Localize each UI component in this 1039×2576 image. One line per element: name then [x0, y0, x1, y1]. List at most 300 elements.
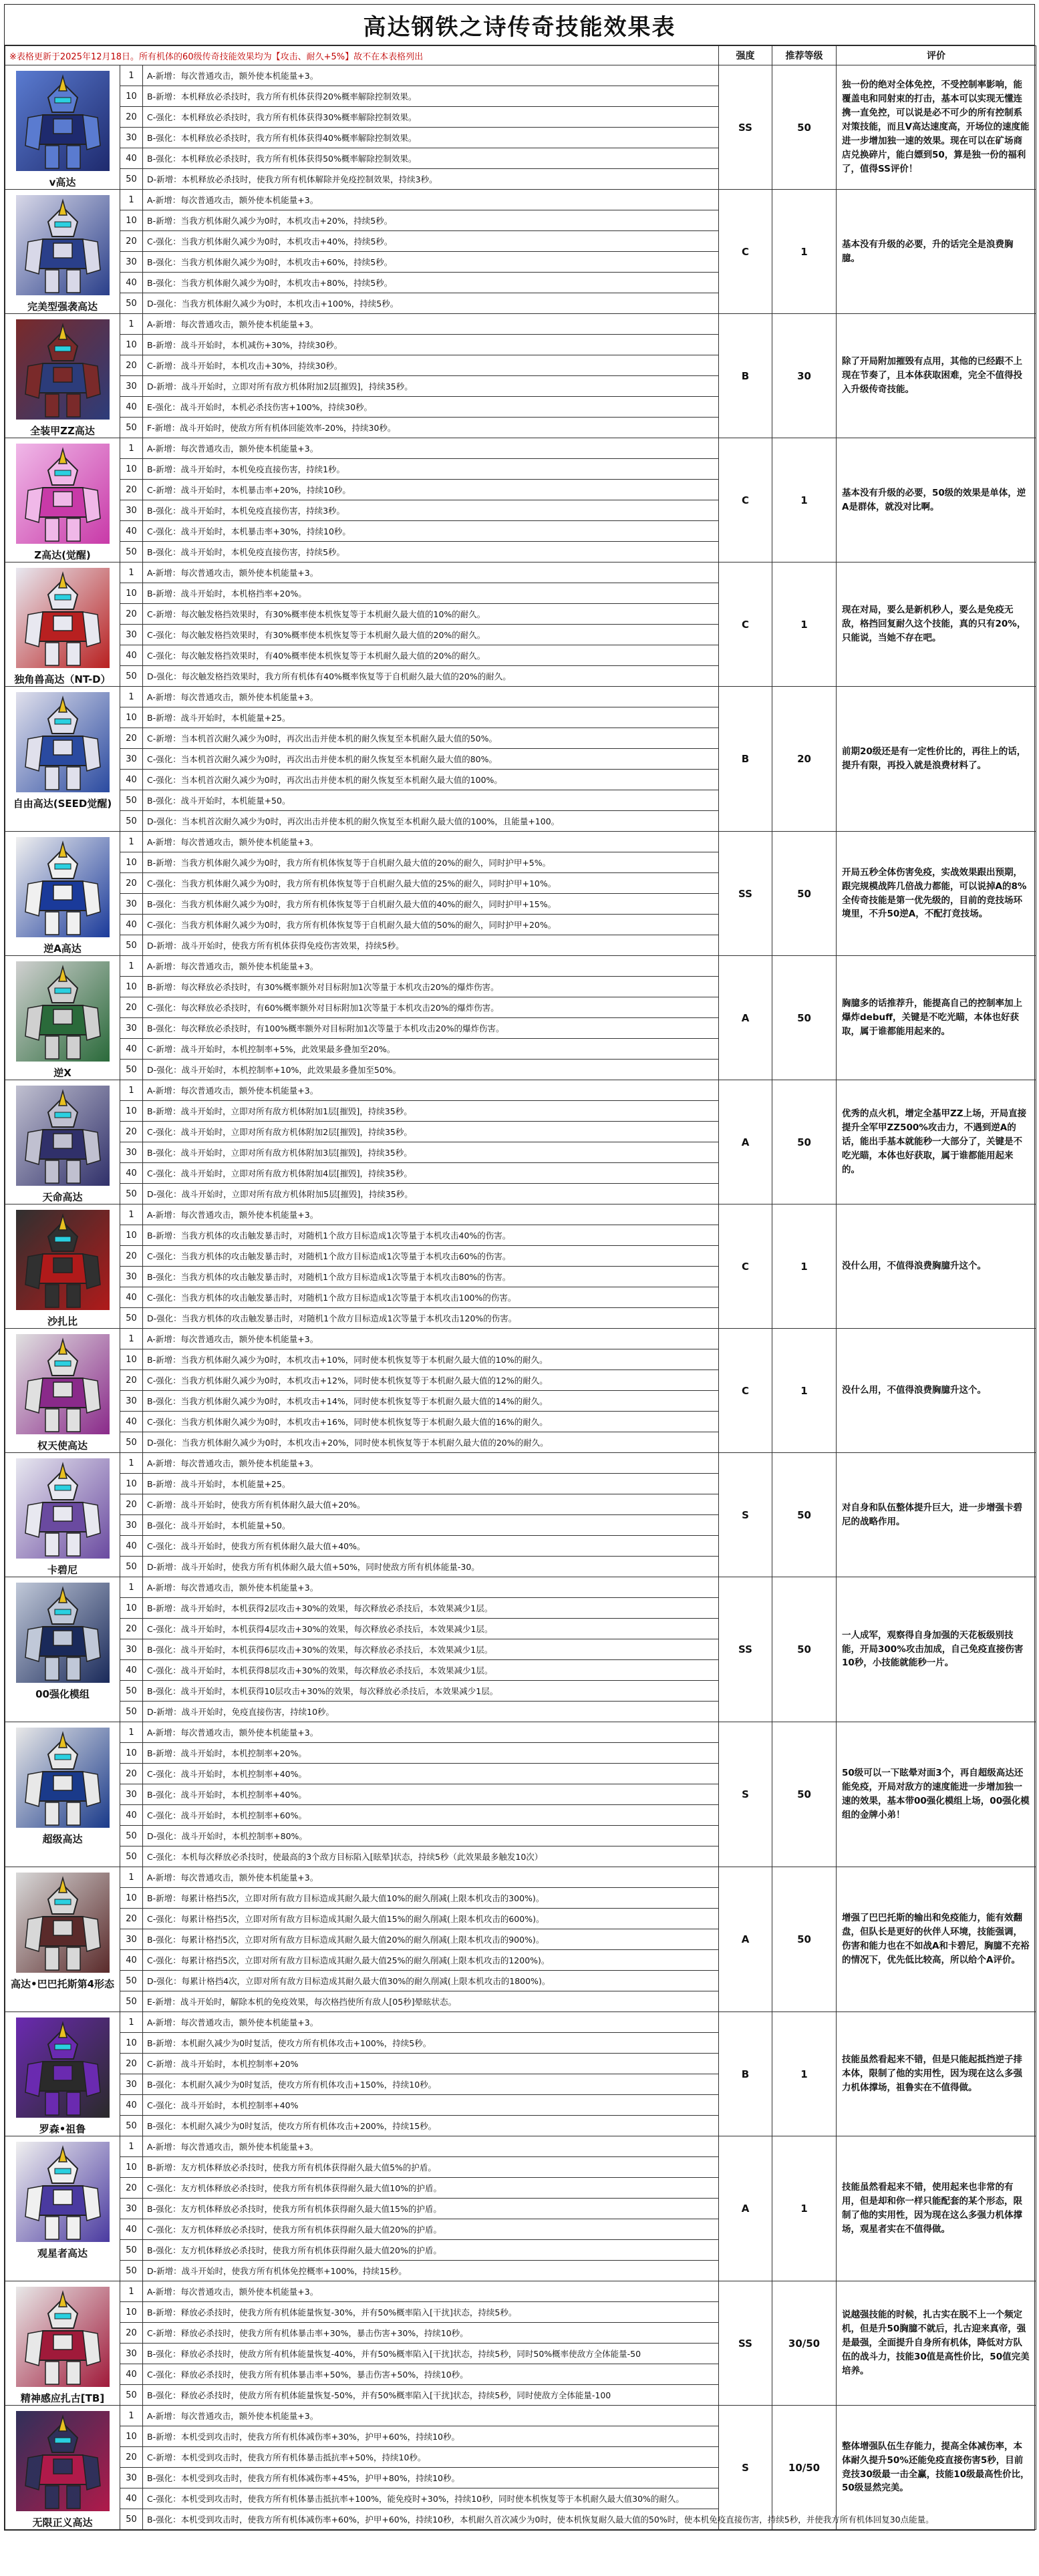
unit-comment: 技能虽然看起来不错，使用起来也非常的有用，但是却和你一样只能配套的某个形态，限制了他的实用性，因为现在这么多强力机体撑场，观星者实在不值得做。 — [837, 2136, 1036, 2281]
mecha-portrait-icon — [16, 1458, 110, 1559]
skill-effect: E-新增：战斗开始时，解除本机的免疫效果，每次格挡使所有敌人[05秒]晕眩状态。 — [143, 1991, 719, 2012]
skill-row — [5, 832, 1036, 852]
unit-name: 逆A高达 — [43, 943, 82, 955]
strength-grade: C — [719, 1204, 772, 1329]
skill-effect: B-强化：每次释放必杀技时，有100%概率额外对目标附加1次等量于本机攻击20%的爆炸伤害。 — [143, 1018, 719, 1039]
skill-level: 20 — [120, 997, 143, 1018]
skill-level: 50 — [120, 1060, 143, 1080]
unit-name: 卡碧尼 — [47, 1564, 78, 1576]
skill-effect: B-强化：本机释放必杀技时，我方所有机体获得40%概率解除控制效果。 — [143, 128, 719, 148]
unit-cell — [5, 1722, 120, 1867]
skill-level: 1 — [120, 1867, 143, 1888]
unit-comment: 增强了巴巴托斯的输出和免疫能力，能有效翻盘，但队长是更好的伙伴人环境，技能强调，伤害和能力也在不如战A和卡碧尼，胸臆不充裕的情况下，优先低比较高，所以给个A评价。 — [837, 1867, 1036, 2012]
skill-effect: A-新增：每次普通攻击，额外使本机能量+3。 — [143, 314, 719, 335]
skill-effect: C-强化：当我方机体耐久减少为0时，我方所有机体恢复等于自机耐久最大值的25%的耐久，同时护甲+10%。 — [143, 873, 719, 894]
mecha-portrait-icon — [16, 1210, 110, 1310]
unit-cell — [5, 65, 120, 190]
skill-level: 10 — [120, 1598, 143, 1619]
skill-level: 40 — [120, 1287, 143, 1308]
update-note: ※表格更新于2025年12月18日。所有机体的60级传奇技能效果均为【攻击、耐久+5%】故不在本表格列出 — [5, 46, 719, 65]
skill-level: 20 — [120, 604, 143, 625]
unit-name: 完美型强袭高达 — [27, 301, 98, 313]
unit-comment: 基本没有升级的必要，升的话完全是浪费胸臆。 — [837, 190, 1036, 314]
strength-grade: A — [719, 1867, 772, 2012]
skill-level: 40 — [120, 645, 143, 666]
skill-level: 20 — [120, 2178, 143, 2199]
skill-level: 30 — [120, 894, 143, 915]
skill-effect: D-强化：战斗开始时，本机控制率+10%，此效果最多叠加至50%。 — [143, 1060, 719, 1080]
skill-level: 40 — [120, 2219, 143, 2240]
skill-effect: C-强化：每次释放必杀技时，有60%概率额外对目标附加1次等量于本机攻击20%的爆炸伤害。 — [143, 997, 719, 1018]
skill-level: 50 — [120, 1846, 143, 1867]
skill-level: 20 — [120, 2447, 143, 2468]
skill-level: 50 — [120, 418, 143, 438]
skill-level: 50 — [120, 1826, 143, 1846]
skill-effect: D-新增：战斗开始时，免疫直接伤害，持续10秒。 — [143, 1702, 719, 1722]
skill-level: 10 — [120, 852, 143, 873]
skill-row — [5, 1577, 1036, 1598]
skill-level: 1 — [120, 2136, 143, 2157]
skill-level: 40 — [120, 397, 143, 418]
skill-effect: C-强化：每次触发格挡效果时，有40%概率使本机恢复等于本机耐久最大值的20%的耐久。 — [143, 645, 719, 666]
unit-cell — [5, 832, 120, 956]
skill-level: 10 — [120, 459, 143, 480]
skill-level: 20 — [120, 1909, 143, 1929]
skill-effect: C-强化：战斗开始时，本机控制率+40%。 — [143, 1764, 719, 1784]
recommended-level: 30 — [772, 314, 837, 438]
skill-effect: B-强化：战斗开始时，本机能量+50。 — [143, 1515, 719, 1536]
skill-effect: B-新增：本机受到攻击时，使我方所有机体减伤率+30%，护甲+60%，持续10秒。 — [143, 2426, 719, 2447]
unit-portrait-image — [16, 1873, 110, 1973]
skill-effect: C-强化：当我方机体的攻击触发暴击时，对随机1个敌方目标造成1次等量于本机攻击60%的伤害。 — [143, 1246, 719, 1267]
skill-level: 1 — [120, 190, 143, 210]
unit-name: 高达•巴巴托斯第4形态 — [10, 1978, 115, 1990]
skill-effect: C-强化：战斗开始时，使我方所有机体耐久最大值+40%。 — [143, 1536, 719, 1557]
skill-level: 20 — [120, 1122, 143, 1142]
skill-level: 10 — [120, 583, 143, 604]
recommended-level: 50 — [772, 1867, 837, 2012]
unit-name: Z高达(觉醒) — [34, 549, 91, 561]
skill-level: 40 — [120, 1163, 143, 1184]
skill-level: 50 — [120, 1432, 143, 1453]
skill-level: 40 — [120, 1412, 143, 1432]
skill-level: 10 — [120, 1225, 143, 1246]
skill-level: 10 — [120, 707, 143, 728]
skill-effect: A-新增：每次普通攻击，额外使本机能量+3。 — [143, 438, 719, 459]
unit-cell — [5, 956, 120, 1080]
skill-effect: B-新增：战斗开始时，立即对所有敌方机体附加1层[摧毁]，持续35秒。 — [143, 1101, 719, 1122]
skill-level: 40 — [120, 770, 143, 790]
recommended-level: 50 — [772, 65, 837, 190]
skill-level: 10 — [120, 210, 143, 231]
strength-grade: A — [719, 1080, 772, 1204]
skill-effect: D-强化：每累计格挡4次，立即对所有敌方目标造成其耐久最大值30%的耐久削减(上限本机攻击的1800%)。 — [143, 1971, 719, 1991]
skill-level: 10 — [120, 2033, 143, 2054]
mecha-portrait-icon — [16, 319, 110, 420]
skill-effect: D-强化：战斗开始时，立即对所有敌方机体附加5层[摧毁]，持续35秒。 — [143, 1184, 719, 1204]
strength-grade: A — [719, 2136, 772, 2281]
skill-effect: C-强化：战斗开始时，立即对所有敌方机体附加4层[摧毁]，持续35秒。 — [143, 1163, 719, 1184]
skill-level: 1 — [120, 956, 143, 977]
skill-effect: A-新增：每次普通攻击，额外使本机能量+3。 — [143, 687, 719, 707]
skill-effect: C-强化：本机受到攻击时，使我方所有机体暴击抵抗率+100%，能免疫时+30%，持续10秒，同时使本机恢复等于本机耐久最大值30%的耐久。 — [143, 2488, 719, 2509]
skill-level: 30 — [120, 1391, 143, 1412]
unit-name: 全装甲ZZ高达 — [30, 425, 95, 437]
strength-grade: A — [719, 956, 772, 1080]
skill-table-sheet — [4, 4, 1035, 2531]
skill-level: 10 — [120, 335, 143, 355]
skill-effect: B-强化：释放必杀技时，使敌方所有机体能量恢复-50%，并有50%概率陷入[干扰]状态，持续5秒，同时使敌方全体能量-100 — [143, 2385, 719, 2406]
skill-effect: B-强化：战斗开始时，本机免疫直接伤害，持续5秒。 — [143, 542, 719, 562]
unit-portrait-image — [16, 692, 110, 792]
mecha-portrait-icon — [16, 1086, 110, 1186]
skill-effect: B-新增：每次释放必杀技时，有30%概率额外对目标附加1次等量于本机攻击20%的爆炸伤害。 — [143, 977, 719, 997]
skill-effect: D-新增：战斗开始时，使我方所有机体耐久最大值+50%，同时使敌方所有机体能量-30。 — [143, 1557, 719, 1577]
unit-cell — [5, 1329, 120, 1453]
recommended-level: 10/50 — [772, 2406, 837, 2530]
skill-level: 50 — [120, 169, 143, 190]
skill-effect: B-强化：战斗开始时，本机获得6层攻击+30%的效果，每次释放必杀技后，本效果减少1层。 — [143, 1639, 719, 1660]
unit-cell — [5, 1080, 120, 1204]
skill-level: 30 — [120, 252, 143, 273]
skill-effect: B-强化：战斗开始时，立即对所有敌方机体附加3层[摧毁]，持续35秒。 — [143, 1142, 719, 1163]
mecha-portrait-icon — [16, 1728, 110, 1828]
mecha-portrait-icon — [16, 2411, 110, 2511]
unit-cell — [5, 1453, 120, 1577]
skill-row — [5, 956, 1036, 977]
skill-level: 30 — [120, 376, 143, 397]
strength-grade: B — [719, 314, 772, 438]
skill-level: 20 — [120, 355, 143, 376]
mecha-portrait-icon — [16, 568, 110, 668]
skill-effect: C-新增：战斗开始时，本机暴击率+20%，持续10秒。 — [143, 480, 719, 500]
skill-effect: C-强化：当我方机体耐久减少为0时，我方所有机体恢复等于自机耐久最大值的50%的耐久，同时护甲+20%。 — [143, 915, 719, 935]
skill-level: 20 — [120, 2054, 143, 2074]
skill-level: 10 — [120, 2426, 143, 2447]
skill-level: 30 — [120, 2074, 143, 2095]
skill-level: 20 — [120, 1619, 143, 1639]
skill-level: 50 — [120, 790, 143, 811]
skill-effect: C-新增：战斗开始时，使我方所有机体耐久最大值+20%。 — [143, 1494, 719, 1515]
skill-level: 30 — [120, 1639, 143, 1660]
skill-level: 50 — [120, 2116, 143, 2136]
unit-portrait-image — [16, 2287, 110, 2387]
skill-effect: B-强化：战斗开始时，本机获得10层攻击+30%的效果，每次释放必杀技后，本效果减少1层。 — [143, 1681, 719, 1702]
skill-effect: C-新增：每次触发格挡效果时，有30%概率使本机恢复等于本机耐久最大值的10%的耐久。 — [143, 604, 719, 625]
skill-level: 20 — [120, 728, 143, 749]
recommended-level: 1 — [772, 190, 837, 314]
skill-level: 30 — [120, 1267, 143, 1287]
unit-cell — [5, 2012, 120, 2136]
skill-effect: D-强化：当本机首次耐久减少为0时，再次出击并使本机的耐久恢复至本机耐久最大值的100%，且能量+100。 — [143, 811, 719, 832]
skill-effect: C-强化：战斗开始时，本机控制率+40% — [143, 2095, 719, 2116]
skill-level: 30 — [120, 500, 143, 521]
skill-effect: C-强化：每次触发格挡效果时，有30%概率使本机恢复等于本机耐久最大值的20%的耐久。 — [143, 625, 719, 645]
unit-comment: 现在对局，要么是新机秒人，要么是免疫无敌，格挡回复耐久这个技能，真的只有20%，只能说，当她不存在吧。 — [837, 562, 1036, 687]
unit-name: 罗森•祖鲁 — [39, 2123, 86, 2135]
unit-comment: 胸臆多的话推荐升，能提高自己的控制率加上爆炸debuff，关键是不吃光瞄，本体也好获取，属于谁都能用起来的。 — [837, 956, 1036, 1080]
unit-comment: 没什么用，不值得浪费胸臆升这个。 — [837, 1329, 1036, 1453]
unit-cell — [5, 2406, 120, 2530]
skill-effect: A-新增：每次普通攻击，额外使本机能量+3。 — [143, 1453, 719, 1474]
skill-effect: B-新增：本机耐久减少为0时复活，使攻方所有机体攻击+100%，持续5秒。 — [143, 2033, 719, 2054]
skill-level: 30 — [120, 2344, 143, 2364]
skill-level: 30 — [120, 2468, 143, 2488]
skill-effect: C-强化：当我方机体耐久减少为0时，本机攻击+12%，同时使本机恢复等于本机耐久最大值的12%的耐久。 — [143, 1370, 719, 1391]
skill-effect: B-新增：战斗开始时，本机获得2层攻击+30%的效果，每次释放必杀技后，本效果减少1层。 — [143, 1598, 719, 1619]
skill-effect: B-强化：友方机体释放必杀技时，使我方所有机体获得耐久最大值20%的护盾。 — [143, 2240, 719, 2261]
skill-effect: D-强化：战斗开始时，本机控制率+80%。 — [143, 1826, 719, 1846]
skill-effect: A-新增：每次普通攻击，额外使本机能量+3。 — [143, 1722, 719, 1743]
skill-row — [5, 1867, 1036, 1888]
skill-effect: C-新增：本机受到攻击时，使我方所有机体暴击抵抗率+50%，持续10秒。 — [143, 2447, 719, 2468]
skill-effect: C-新增：战斗开始时，本机攻击+30%，持续30秒。 — [143, 355, 719, 376]
skill-effect: B-新增：当我方机体耐久减少为0时，本机攻击+10%，同时使本机恢复等于本机耐久最大值的10%的耐久。 — [143, 1349, 719, 1370]
recommended-level: 50 — [772, 1453, 837, 1577]
skill-level: 1 — [120, 314, 143, 335]
skill-level: 10 — [120, 2157, 143, 2178]
recommended-level: 20 — [772, 687, 837, 832]
skill-effect: D-强化：每次触发格挡效果时，我方所有机体有40%概率恢复等于自机耐久最大值的20%的耐久。 — [143, 666, 719, 687]
skill-effect: B-新增：当我方机体耐久减少为0时，我方所有机体恢复等于自机耐久最大值的20%的耐久，同时护甲+5%。 — [143, 852, 719, 873]
unit-name: 超级高达 — [42, 1833, 83, 1845]
unit-comment: 优秀的点火机，增定全基甲ZZ上场，开局直接提升全军甲ZZ500%攻击力，不遇到逆A的话，能出手基本就能秒一大部分了，关键是不吃光瞄，本体也好获取，属于谁都能用起来的。 — [837, 1080, 1036, 1204]
skill-row — [5, 2012, 1036, 2033]
unit-name: 独角兽高达（NT-D） — [14, 673, 111, 685]
skill-effect: A-新增：每次普通攻击，额外使本机能量+3。 — [143, 65, 719, 86]
skill-level: 40 — [120, 1536, 143, 1557]
skill-effect: C-强化：当我方机体的攻击触发暴击时，对随机1个敌方目标造成1次等量于本机攻击100%的伤害。 — [143, 1287, 719, 1308]
skill-effect: D-新增：战斗开始时，立即对所有敌方机体附加2层[摧毁]，持续35秒。 — [143, 376, 719, 397]
skill-effect: D-强化：当我方机体的攻击触发暴击时，对随机1个敌方目标造成1次等量于本机攻击120%的伤害。 — [143, 1308, 719, 1329]
skill-level: 1 — [120, 1080, 143, 1101]
unit-cell — [5, 438, 120, 562]
skill-effect: D-新增：战斗开始时，使我方所有机体获得免疫伤害效果，持续5秒。 — [143, 935, 719, 956]
skill-level: 10 — [120, 1349, 143, 1370]
skill-effect: B-强化：战斗开始时，本机免疫直接伤害，持续3秒。 — [143, 500, 719, 521]
skill-level: 10 — [120, 86, 143, 107]
skill-effect: C-强化：当本机首次耐久减少为0时，再次出击并使本机的耐久恢复至本机耐久最大值的80%。 — [143, 749, 719, 770]
unit-name: 观星者高达 — [37, 2247, 88, 2259]
skill-effect: D-新增：本机释放必杀技时，使我方所有机体解除并免疫控制效果，持续3秒。 — [143, 169, 719, 190]
unit-name: 00强化模组 — [35, 1688, 90, 1700]
skill-level: 10 — [120, 977, 143, 997]
skill-level: 10 — [120, 1101, 143, 1122]
skill-effect: A-新增：每次普通攻击，额外使本机能量+3。 — [143, 2012, 719, 2033]
skill-level: 20 — [120, 1764, 143, 1784]
unit-name: 精神感应扎古[TB] — [20, 2392, 105, 2404]
skill-level: 20 — [120, 1494, 143, 1515]
skill-level: 50 — [120, 1971, 143, 1991]
title-row — [5, 5, 1034, 45]
skill-effect: D-强化：当我方机体耐久减少为0时，本机攻击+20%，同时使本机恢复等于本机耐久最大值的20%的耐久。 — [143, 1432, 719, 1453]
skill-level: 1 — [120, 1329, 143, 1349]
skill-effect: B-强化：战斗开始时，本机能量+50。 — [143, 790, 719, 811]
skill-effect: D-强化：当我方机体耐久减少为0时，本机攻击+100%，持续5秒。 — [143, 293, 719, 314]
skill-row — [5, 1080, 1036, 1101]
skill-effect: C-新增：当本机首次耐久减少为0时，再次出击并使本机的耐久恢复至本机耐久最大值的50%。 — [143, 728, 719, 749]
skill-row — [5, 2406, 1036, 2426]
skill-level: 40 — [120, 148, 143, 169]
unit-cell — [5, 562, 120, 687]
unit-cell — [5, 1577, 120, 1722]
skill-row — [5, 1204, 1036, 1225]
unit-name: 沙扎比 — [47, 1315, 78, 1327]
unit-comment: 技能虽然看起来不错，但是只能起抵挡逆子排本体，限制了他的实用性，因为现在这么多强力机体撑场，祖鲁实在不值得做。 — [837, 2012, 1036, 2136]
skill-effect: C-新增：释放必杀技时，使我方所有机体暴击率+30%，暴击伤害+30%，持续10秒。 — [143, 2323, 719, 2344]
skill-level: 10 — [120, 2302, 143, 2323]
mecha-portrait-icon — [16, 1334, 110, 1434]
skill-table — [5, 45, 1036, 2530]
skill-level: 50 — [120, 1991, 143, 2012]
skill-effect: B-新增：每累计格挡5次，立即对所有敌方目标造成其耐久最大值10%的耐久削减(上限本机攻击的300%)。 — [143, 1888, 719, 1909]
recommended-level: 50 — [772, 1080, 837, 1204]
strength-grade: B — [719, 2012, 772, 2136]
skill-level: 50 — [120, 1702, 143, 1722]
skill-effect: B-强化：战斗开始时，本机控制率+40%。 — [143, 1784, 719, 1805]
mecha-portrait-icon — [16, 71, 110, 171]
skill-effect: C-强化：友方机体释放必杀技时，使我方所有机体获得耐久最大值20%的护盾。 — [143, 2219, 719, 2240]
skill-effect: B-新增：战斗开始时，本机能量+25。 — [143, 1474, 719, 1494]
skill-effect: A-新增：每次普通攻击，额外使本机能量+3。 — [143, 1204, 719, 1225]
skill-row — [5, 1453, 1036, 1474]
skill-effect: B-新增：当我方机体耐久减少为0时，本机攻击+20%，持续5秒。 — [143, 210, 719, 231]
skill-effect: C-强化：本机每次释放必杀技时，使最高的3个敌方目标陷入[眩晕]状态，持续5秒（此效果最多触发10次） — [143, 1846, 719, 1867]
skill-effect: A-新增：每次普通攻击，额外使本机能量+3。 — [143, 1329, 719, 1349]
strength-grade: S — [719, 1453, 772, 1577]
skill-level: 20 — [120, 1370, 143, 1391]
skill-level: 40 — [120, 2364, 143, 2385]
skill-level: 50 — [120, 542, 143, 562]
skill-level: 50 — [120, 1184, 143, 1204]
unit-cell — [5, 314, 120, 438]
skill-level: 1 — [120, 1204, 143, 1225]
skill-level: 50 — [120, 666, 143, 687]
skill-effect: B-强化：友方机体释放必杀技时，使我方所有机体获得耐久最大值15%的护盾。 — [143, 2199, 719, 2219]
skill-level: 50 — [120, 2385, 143, 2406]
unit-portrait-image — [16, 1458, 110, 1559]
mecha-portrait-icon — [16, 961, 110, 1062]
skill-level: 30 — [120, 625, 143, 645]
skill-effect: B-新增：战斗开始时，本机能量+25。 — [143, 707, 719, 728]
skill-effect: B-强化：本机耐久减少为0时复活，使攻方所有机体攻击+150%，持续10秒。 — [143, 2074, 719, 2095]
skill-effect: F-新增：战斗开始时，使敌方所有机体回能效率-20%，持续30秒。 — [143, 418, 719, 438]
recommended-level: 50 — [772, 832, 837, 956]
skill-level: 50 — [120, 1557, 143, 1577]
skill-effect: C-强化：友方机体释放必杀技时，使我方所有机体获得耐久最大值10%的护盾。 — [143, 2178, 719, 2199]
unit-comment: 对自身和队伍整体提升巨大，进一步增强卡碧尼的战略作用。 — [837, 1453, 1036, 1577]
skill-effect: A-新增：每次普通攻击，额外使本机能量+3。 — [143, 832, 719, 852]
page-title: 高达钢铁之诗传奇技能效果表 — [363, 13, 676, 41]
skill-effect: C-强化：战斗开始时，立即对所有敌方机体附加2层[摧毁]，持续35秒。 — [143, 1122, 719, 1142]
recommended-level: 50 — [772, 956, 837, 1080]
skill-effect: C-强化：战斗开始时，本机控制率+60%。 — [143, 1805, 719, 1826]
skill-row — [5, 190, 1036, 210]
skill-level: 30 — [120, 2199, 143, 2219]
unit-portrait-image — [16, 837, 110, 937]
skill-effect: A-新增：每次普通攻击，额外使本机能量+3。 — [143, 1867, 719, 1888]
unit-name: 权天使高达 — [37, 1440, 88, 1452]
skill-level: 40 — [120, 2488, 143, 2509]
skill-level: 50 — [120, 2240, 143, 2261]
unit-cell — [5, 190, 120, 314]
skill-level: 40 — [120, 915, 143, 935]
skill-level: 50 — [120, 1308, 143, 1329]
recommended-level: 1 — [772, 438, 837, 562]
strength-grade: SS — [719, 1577, 772, 1722]
recommended-level: 50 — [772, 1577, 837, 1722]
mecha-portrait-icon — [16, 692, 110, 792]
skill-level: 1 — [120, 562, 143, 583]
unit-portrait-image — [16, 71, 110, 171]
recommended-level: 1 — [772, 2012, 837, 2136]
skill-level: 30 — [120, 128, 143, 148]
strength-grade: SS — [719, 2281, 772, 2406]
skill-level: 1 — [120, 1577, 143, 1598]
header-comment: 评价 — [837, 46, 1036, 65]
skill-effect: B-强化：本机受到攻击时，使我方所有机体减伤率+60%，护甲+60%，持续10秒，本机耐久首次减少为0时，使本机恢复耐久最大值的50%时，使本机免疫直接伤害，持续5秒，并使我方所有机体回复30点能量。 — [143, 2509, 719, 2530]
skill-level: 20 — [120, 480, 143, 500]
mecha-portrait-icon — [16, 2018, 110, 2118]
unit-portrait-image — [16, 961, 110, 1062]
recommended-level: 1 — [772, 2136, 837, 2281]
header-strength: 强度 — [719, 46, 772, 65]
skill-level: 20 — [120, 873, 143, 894]
strength-grade: S — [719, 1722, 772, 1867]
unit-portrait-image — [16, 195, 110, 295]
skill-effect: A-新增：每次普通攻击，额外使本机能量+3。 — [143, 2136, 719, 2157]
strength-grade: SS — [719, 832, 772, 956]
table-body — [5, 65, 1036, 2530]
unit-comment: 独一份的绝对全体免控，不受控制率影响，能覆盖电和同射束的打击，基本可以实现无懂连携一直免控，可以说是必不可少的所有控制系对策技能，而且V高达速度高，开场位的速度能进一步增加独一速的效果。现在可以在矿场商店兑换碎片，能白嫖到50，算是独一份的福利了，值得SS评价！ — [837, 65, 1036, 190]
skill-level: 50 — [120, 2261, 143, 2281]
mecha-portrait-icon — [16, 444, 110, 544]
strength-grade: S — [719, 2406, 772, 2530]
skill-effect: A-新增：每次普通攻击，额外使本机能量+3。 — [143, 190, 719, 210]
skill-effect: A-新增：每次普通攻击，额外使本机能量+3。 — [143, 2406, 719, 2426]
unit-comment: 一人成军，观察得自身加强的天花板级别技能，开局300%攻击加成，自己免疫直接伤害10秒，小技能就能秒一片。 — [837, 1577, 1036, 1722]
unit-comment: 除了开局附加摧毁有点用，其他的已经跟不上现在节奏了，且本体获取困难，完全不值得投入升级传奇技能。 — [837, 314, 1036, 438]
skill-level: 10 — [120, 1474, 143, 1494]
skill-effect: B-强化：当我方机体耐久减少为0时，本机攻击+80%，持续5秒。 — [143, 273, 719, 293]
skill-row — [5, 438, 1036, 459]
unit-portrait-image — [16, 1210, 110, 1310]
skill-row — [5, 2281, 1036, 2302]
skill-level: 50 — [120, 935, 143, 956]
skill-effect: B-强化：每累计格挡5次，立即对所有敌方目标造成其耐久最大值20%的耐久削减(上限本机攻击的900%)。 — [143, 1929, 719, 1950]
skill-effect: A-新增：每次普通攻击，额外使本机能量+3。 — [143, 2281, 719, 2302]
recommended-level: 30/50 — [772, 2281, 837, 2406]
skill-effect: B-强化：本机释放必杀技时，我方所有机体获得50%概率解除控制效果。 — [143, 148, 719, 169]
unit-cell — [5, 2281, 120, 2406]
skill-level: 50 — [120, 2509, 143, 2530]
skill-level: 1 — [120, 2012, 143, 2033]
unit-portrait-image — [16, 2142, 110, 2242]
skill-level: 1 — [120, 2406, 143, 2426]
mecha-portrait-icon — [16, 195, 110, 295]
skill-effect: B-强化：当我方机体耐久减少为0时，我方所有机体恢复等于自机耐久最大值的40%的耐久，同时护甲+15%。 — [143, 894, 719, 915]
strength-grade: B — [719, 687, 772, 832]
skill-effect: C-强化：释放必杀技时，使我方所有机体暴击率+50%，暴击伤害+50%，持续10秒。 — [143, 2364, 719, 2385]
unit-portrait-image — [16, 1583, 110, 1683]
skill-effect: B-强化：释放必杀技时，使敌方所有机体能量恢复-40%，并有50%概率陷入[干扰]状态，持续5秒，同时50%概率使敌方全体能量-50 — [143, 2344, 719, 2364]
mecha-portrait-icon — [16, 1583, 110, 1683]
strength-grade: SS — [719, 65, 772, 190]
recommended-level: 1 — [772, 562, 837, 687]
skill-level: 30 — [120, 1142, 143, 1163]
skill-effect: B-新增：释放必杀技时，使我方所有机体能量恢复-30%，并有50%概率陷入[干扰]状态，持续5秒。 — [143, 2302, 719, 2323]
unit-cell — [5, 1204, 120, 1329]
